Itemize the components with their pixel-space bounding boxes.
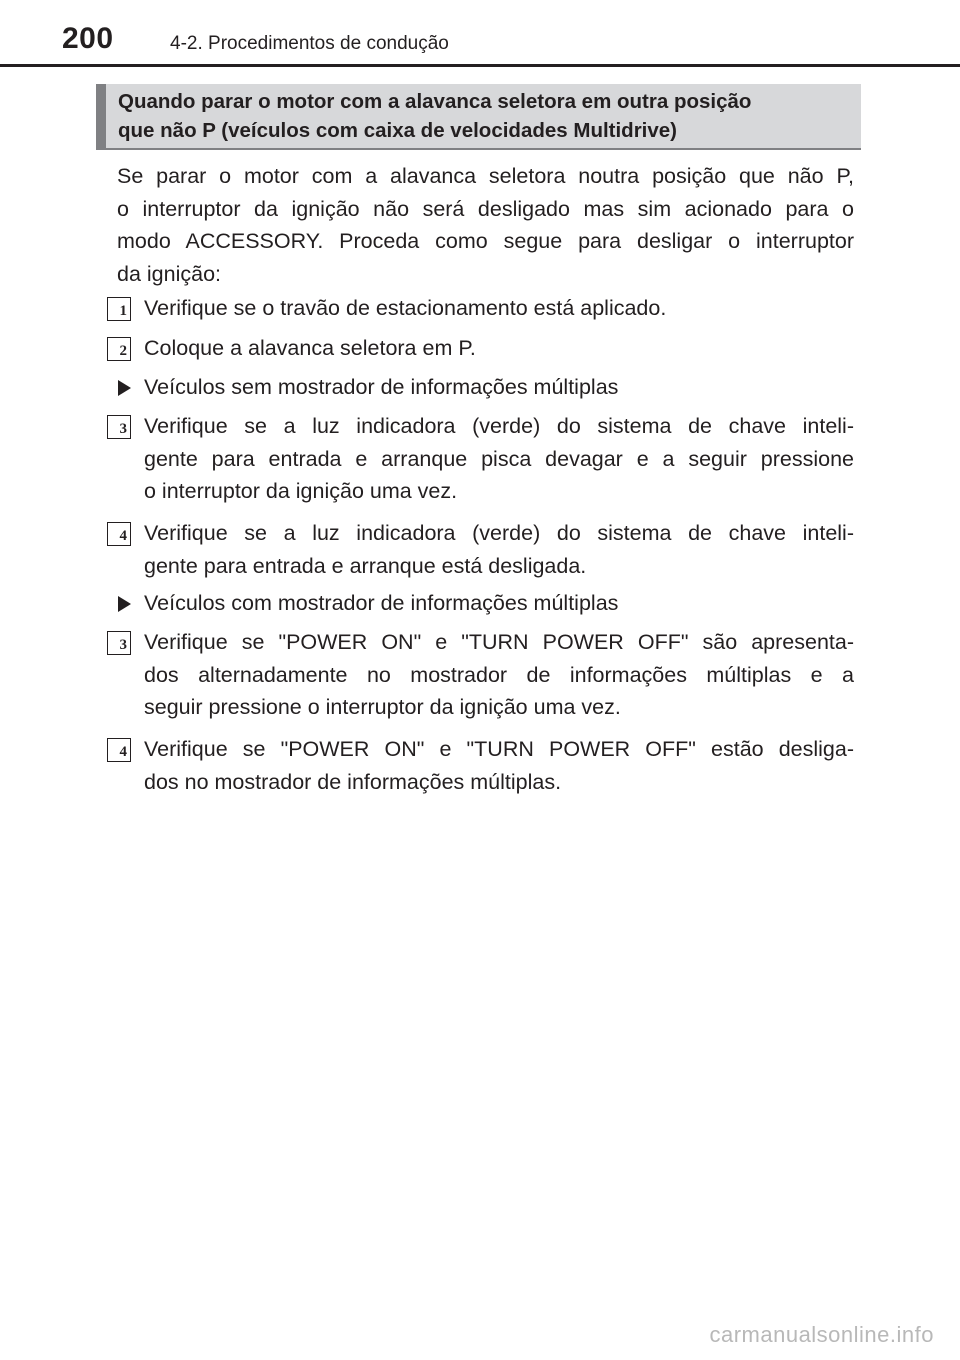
intro-line: o interruptor da ignição não será desligado mas sim acionado para o (117, 196, 854, 221)
step-badge: 2 (107, 337, 131, 361)
step-line: dos no mostrador de informações múltiplas. (144, 769, 562, 794)
step-line: seguir pressione o interruptor da ignição uma vez. (144, 695, 621, 719)
section-title: 4-2. Procedimentos de condução (170, 33, 449, 54)
heading-line: que não P (veículos com caixa de velocidades Multidrive) (118, 119, 678, 142)
step-badge: 4 (107, 738, 131, 762)
step-text (144, 332, 854, 365)
arrow-icon (118, 380, 131, 396)
intro-line: modo ACCESSORY. Proceda como segue para desligar o interruptor (117, 229, 854, 253)
step-badge: 3 (107, 631, 131, 655)
arrow-icon (118, 596, 131, 612)
step-line: gente para entrada e arranque está desligada. (144, 553, 587, 578)
step-line: Coloque a alavanca seletora em P. (144, 336, 476, 360)
page-number: 200 (62, 22, 114, 55)
step-text (144, 517, 854, 582)
step-text (144, 410, 854, 508)
step-line: Verifique se "POWER ON" e "TURN POWER OFF" estão desliga- (144, 737, 854, 761)
step-text (144, 292, 854, 325)
step-badge: 3 (107, 415, 131, 439)
step-line: Verifique se o travão de estacionamento está aplicado. (144, 296, 667, 320)
group-title: Veículos sem mostrador de informações múltiplas (144, 375, 619, 399)
heading-line: Quando parar o motor com a alavanca seletora em outra posição (118, 90, 752, 113)
step-line: Verifique se a luz indicadora (verde) do sistema de chave inteli- (144, 414, 854, 438)
step-line: Verifique se "POWER ON" e "TURN POWER OFF" são apresenta- (144, 630, 854, 654)
intro-line: da ignição: (117, 261, 221, 286)
watermark: carmanualsonline.info (709, 1322, 934, 1347)
header-rule (0, 64, 960, 67)
step-line: gente para entrada e arranque pisca devagar e a seguir pressione (144, 446, 854, 471)
step-text (144, 626, 854, 724)
step-line: Verifique se a luz indicadora (verde) do sistema de chave inteli- (144, 521, 854, 545)
step-line: dos alternadamente no mostrador de informações múltiplas e a (144, 662, 854, 687)
step-badge: 1 (107, 297, 131, 321)
group-title: Veículos com mostrador de informações múltiplas (144, 591, 619, 615)
step-badge: 4 (107, 522, 131, 546)
step-text (144, 733, 854, 798)
intro-line: Se parar o motor com a alavanca seletora noutra posição que não P, (117, 164, 854, 188)
intro-paragraph (117, 160, 854, 290)
step-line: o interruptor da ignição uma vez. (144, 479, 458, 503)
heading-box (96, 84, 861, 150)
